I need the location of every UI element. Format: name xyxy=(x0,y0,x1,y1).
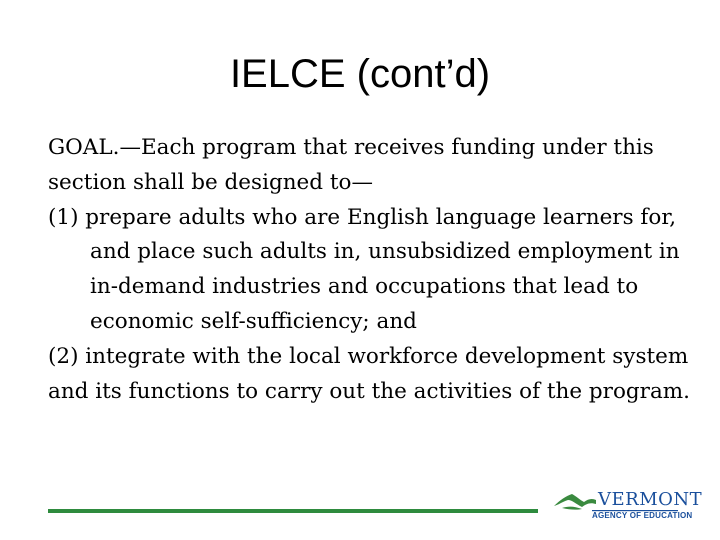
logo-subtitle: AGENCY OF EDUCATION xyxy=(592,511,693,520)
goal-item-1: (1) prepare adults who are English language learners for, and place such adults in, unsubsidized employment in in-demand industries and occupations that lead to economic self-sufficiency; and xyxy=(48,204,680,334)
slide-title: IELCE (cont’d) xyxy=(229,52,491,96)
goal-paragraph: GOAL.—Each program that receives funding under this section shall be designed to— xyxy=(48,135,654,195)
goal-item-2: (2) integrate with the local workforce development system and its functions to carry out the activities of the program. xyxy=(48,343,690,404)
slide-body xyxy=(48,131,698,409)
logo-wordmark: VERMONT xyxy=(598,489,703,510)
footer-rule xyxy=(48,509,538,513)
